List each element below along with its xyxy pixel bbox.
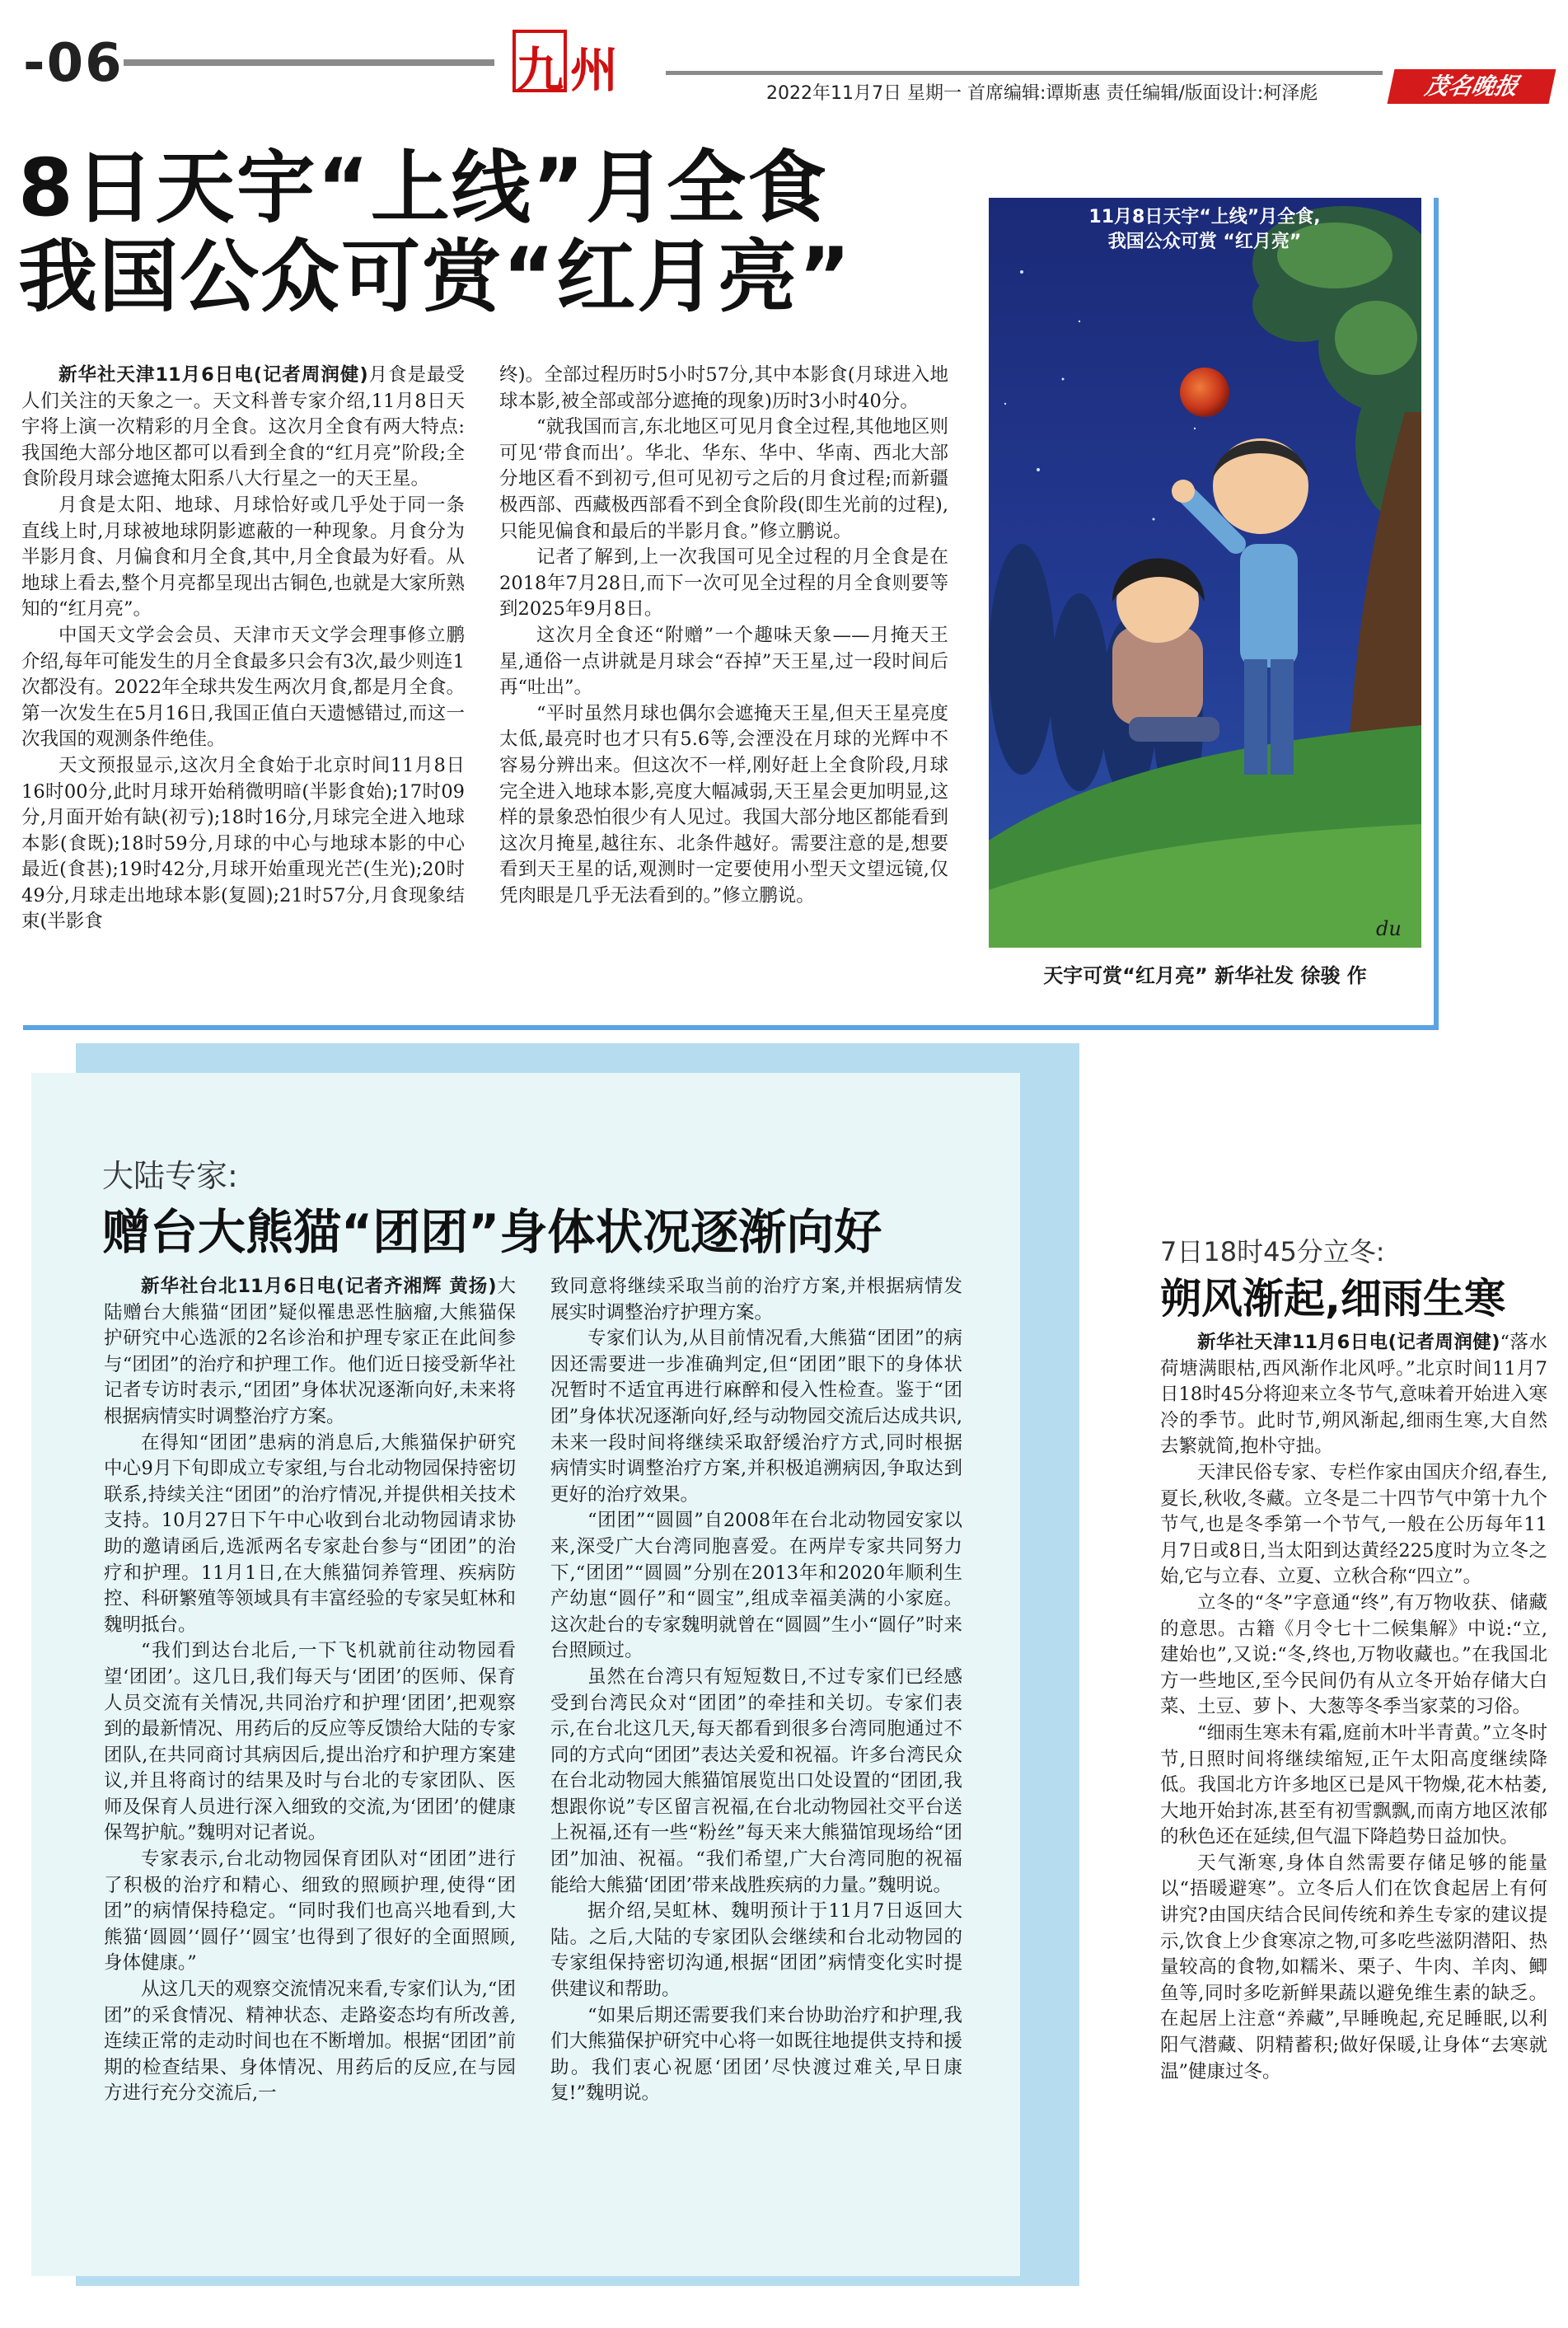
solar-para-2: 天津民俗专家、专栏作家由国庆介绍,春生,夏长,秋收,冬藏。立冬是二十四节气中第十九个节气,也是冬季第一个节气,一般在公历每年11月7日或8日,当太阳到达黄经225度时为立冬之始,它与立春、立夏、立秋合称“四立”。 xyxy=(1160,1461,1547,1588)
lead-para-5: 终)。全部过程历时5小时57分,其中本影食(月球进入地球本影,被全部或部分遮掩的现象)历时3小时40分。 xyxy=(499,364,948,412)
lead-para-4: 天文预报显示,这次月全食始于北京时间11月8日16时00分,此时月球开始稍微明暗(半影食始);17时09分,月面开始有缺(初亏);18时16分,月球完全进入地球本影(食既);18时59分,月球的中心与地球本影的中心最近(食甚);19时42分,月球开始重现光芒(生光);20时49分,月球走出地球本影(复圆);21时57分,月食现象结束(半影食 xyxy=(21,754,465,933)
lead-dateline: 新华社天津11月6日电(记者周润健) xyxy=(59,364,368,386)
solar-para-5: 天气渐寒,身体自然需要存储足够的能量以“捂暖避寒”。立冬后人们在饮食起居上有何讲究?由国庆结合民间传统和养生专家的建议提示,饮食上少食寒凉之物,可多吃些滋阴潜阳、热量较高的食物,如糯米、栗子、牛肉、羊肉、鲫鱼等,同时多吃新鲜果蔬以避免维生素的缺乏。在起居上注意“养藏”,早睡晚起,充足睡眠,以利阳气潜藏、阴精蓄积;做好保暖,让身体“去寒就温”健康过冬。 xyxy=(1160,1852,1547,2082)
panda-story-col1 xyxy=(104,1274,516,2107)
solar-para-1: 新华社天津11月6日电(记者周润健)“落水荷塘满眼枯,西风渐作北风呼。”北京时间11月7日18时45分将迎来立冬节气,意味着开始进入寒冷的季节。此时节,朔风渐起,细雨生寒,大自然去繁就简,抱朴守拙。 xyxy=(1160,1332,1547,1458)
lead-headline-line2: 我国公众可赏“红月亮” xyxy=(18,231,853,323)
lead-story-col1 xyxy=(21,363,465,935)
header-rule-right xyxy=(666,71,1383,75)
panda-para-2: 在得知“团团”患病的消息后,大熊猫保护研究中心9月下旬即成立专家组,与台北动物园保持密切联系,持续关注“团团”的治疗情况,并提供相关技术支持。10月27日下午中心收到台北动物园请求协助的邀请函后,选派两名专家赴台参与“团团”的治疗和护理。11月1日,在大熊猫饲养管理、疾病防控、科研繁殖等领域具有丰富经验的专家吴虹林和魏明抵台。 xyxy=(104,1431,516,1636)
panda-para-3: “我们到达台北后,一下飞机就前往动物园看望‘团团’。这几日,我们每天与‘团团’的医师、保育人员交流有关情况,共同治疗和护理‘团团’,把观察到的最新情况、用药后的反应等反馈给大陆的专家团队,在共同商讨其病因后,提出治疗和护理方案建议,并且将商讨的结果及时与台北的专家团队、医师及保育人员进行深入细致的交流,为‘团团’的健康保驾护航。”魏明对记者说。 xyxy=(104,1640,516,1844)
panda-headline: 赠台大熊猫“团团”身体状况逐渐向好 xyxy=(102,1204,882,1260)
lead-para-9: “平时虽然月球也偶尔会遮掩天王星,但天王星亮度太低,最亮时也才只有5.6等,会湮没在月球的光辉中不容易分辨出来。但这次不一样,刚好赶上全食阶段,月球完全进入地球本影,亮度大幅减弱,天王星会更加明显,这样的景象恐怕很少有人见过。我国大部分地区都能看到这次月掩星,越往东、北条件越好。需要注意的是,想要看到天王星的话,观测时一定要使用小型天文望远镜,仅凭肉眼是几乎无法看到的。”修立鹏说。 xyxy=(499,702,948,906)
solar-term-headline: 朔风渐起,细雨生寒 xyxy=(1160,1275,1505,1323)
lead-para-1: 新华社天津11月6日电(记者周润健)月食是最受人们关注的天象之一。天文科普专家介绍,11月8日天宇将上演一次精彩的月全食。这次月全食有两大特点:我国绝大部分地区都可以看到全食的“红月亮”阶段;全食阶段月球会遮掩太阳系八大行星之一的天王星。 xyxy=(21,364,465,490)
panda-para-5: 从这几天的观察交流情况来看,专家们认为,“团团”的采食情况、精神状态、走路姿态均有所改善,连续正常的走动时间也在不断增加。根据“团团”前期的检查结果、身体情况、用药后的反应,在与园方进行充分交流后,一 xyxy=(104,1979,516,2105)
header-rule-left xyxy=(124,59,494,66)
panda-para-1: 新华社台北11月6日电(记者齐湘辉 黄扬)大陆赠台大熊猫“团团”疑似罹患恶性脑瘤,大熊猫保护研究中心选派的2名诊治和护理专家正在此间参与“团团”的治疗和护理工作。他们近日接受新华社记者专访时表示,“团团”身体状况逐渐向好,未来将根据病情实时调整治疗方案。 xyxy=(104,1276,516,1427)
panda-dateline: 新华社台北11月6日电(记者齐湘辉 黄扬) xyxy=(141,1276,497,1297)
section-tag xyxy=(513,30,628,96)
solar-term-col xyxy=(1160,1330,1547,2085)
lead-para-7: 记者了解到,上一次我国可见全过程的月全食是在2018年7月28日,而下一次可见全过程的月全食则要等到2025年9月8日。 xyxy=(499,546,948,621)
panda-story-col2 xyxy=(550,1274,962,2107)
lead-para-3: 中国天文学会会员、天津市天文学会理事修立鹏介绍,每年可能发生的月全食最多只会有3次,最少则连1次都没有。2022年全球共发生两次月食,都是月全食。第一次发生在5月16日,我国正值白天遗憾错过,而这一次我国的观测条件绝佳。 xyxy=(21,624,465,751)
solar-dateline: 新华社天津11月6日电(记者周润健) xyxy=(1197,1332,1500,1353)
illus-signature: du xyxy=(1376,917,1402,940)
panda-para-8: “团团”“圆圆”自2008年在台北动物园安家以来,深受广大台湾同胞喜爱。在两岸专家共同努力下,“团团”“圆圆”分别在2013年和2020年顺利生产幼崽“圆仔”和“圆宝”,组成幸福美满的小家庭。这次赴台的专家魏明就曾在“圆圆”生小“圆仔”时来台照顾过。 xyxy=(550,1510,962,1662)
panda-para-4: 专家表示,台北动物园保育团队对“团团”进行了积极的治疗和精心、细致的照顾护理,使得“团团”的病情保持稳定。“同时我们也高兴地看到,大熊猫‘圆圆’‘圆仔’‘圆宝’也得到了很好的全面照顾,身体健康。” xyxy=(104,1848,516,1974)
lead-para-2: 月食是太阳、地球、月球恰好或几乎处于同一条直线上时,月球被地球阴影遮蔽的一种现象。月食分为半影月食、月偏食和月全食,其中,月全食最为好看。从地球上看去,整个月亮都呈现出古铜色,也就是大家所熟知的“红月亮”。 xyxy=(21,494,465,621)
panda-kicker: 大陆专家: xyxy=(102,1158,238,1194)
panda-para-7: 专家们认为,从目前情况看,大熊猫“团团”的病因还需要进一步准确判定,但“团团”眼下的身体状况暂时不适宜再进行麻醉和侵入性检查。鉴于“团团”身体状况逐渐向好,经与动物园交流后达成共识,未来一段时间将继续采取舒缓治疗方式,同时根据病情实时调整治疗方案,并积极追溯病因,争取达到更好的治疗效果。 xyxy=(550,1328,962,1506)
panda-para-10: 据介绍,吴虹林、魏明预计于11月7日返回大陆。之后,大陆的专家团队会继续和台北动物园的专家组保持密切沟通,根据“团团”病情变化实时提供建议和帮助。 xyxy=(550,1900,962,2001)
illus-overlay-line2: 我国公众可赏 “红月亮” xyxy=(1107,232,1302,252)
solar-para-3: 立冬的“冬”字意通“终”,有万物收获、储藏的意思。古籍《月令七十二候集解》中说:“立,建始也”,又说:“冬,终也,万物收藏也。”在我国北方一些地区,至今民间仍有从立冬开始存储大白菜、土豆、萝卜、大葱等冬季当家菜的习俗。 xyxy=(1160,1591,1547,1718)
panda-para-9: 虽然在台湾只有短短数日,不过专家们已经感受到台湾民众对“团团”的牵挂和关切。专家们表示,在台北这几天,每天都看到很多台湾同胞通过不同的方式向“团团”表达关爱和祝福。许多台湾民众在台北动物园大熊猫馆展览出口处设置的“团团,我想跟你说”专区留言祝福,在台北动物园社交平台送上祝福,还有一些“粉丝”每天来大熊猫馆现场给“团团”加油、祝福。“我们希望,广大台湾同胞的祝福能给大熊猫‘团团’带来战胜疾病的力量。”魏明说。 xyxy=(550,1665,962,1896)
page-dateline: 2022年11月7日 星期一 首席编辑:谭斯惠 责任编辑/版面设计:柯泽彪 xyxy=(766,83,1318,104)
solar-para-4: “细雨生寒未有霜,庭前木叶半青黄。”立冬时节,日照时间将继续缩短,正午太阳高度继续降低。我国北方许多地区已是风干物燥,花木枯萎,大地开始封冻,甚至有初雪飘飘,而南方地区浓郁的秋色还在延续,但气温下降趋势日益加快。 xyxy=(1160,1721,1547,1848)
section-tag-char-2: 州 xyxy=(570,42,619,98)
solar-term-kicker: 7日18时45分立冬: xyxy=(1160,1236,1385,1267)
newspaper-logo: 茂名晚报 xyxy=(1388,69,1556,104)
illus-overlay-line1: 11月8日天宇“上线”月全食, xyxy=(1088,207,1321,227)
lunar-eclipse-illustration xyxy=(989,198,1421,948)
lead-story-col2 xyxy=(499,363,948,909)
lead-para-8: 这次月全食还“附赠”一个趣味天象——月掩天王星,通俗一点讲就是月球会“吞掉”天王星,过一段时间后再“吐出”。 xyxy=(499,624,948,699)
page-number: -06 xyxy=(23,33,124,94)
lead-headline-line1: 8日天宇“上线”月全食 xyxy=(18,142,828,234)
illustration-caption: 天宇可赏“红月亮” 新华社发 徐骏 作 xyxy=(1043,964,1367,987)
red-moon xyxy=(1180,368,1229,417)
section-tag-char-1: 九 xyxy=(516,42,564,98)
lead-para-6: “就我国而言,东北地区可见月食全过程,其他地区则可见‘带食而出’。华北、华东、华中、华南、西北大部分地区看不到初亏,但可见初亏之后的月食过程;而新疆极西部、西藏极西部看不到全食阶段(即生光前的过程),只能见偏食和最后的半影月食。”修立鹏说。 xyxy=(499,416,948,542)
panda-para-11: “如果后期还需要我们来台协助治疗和护理,我们大熊猫保护研究中心将一如既往地提供支持和援助。我们衷心祝愿‘团团’尽快渡过难关,早日康复!”魏明说。 xyxy=(550,2004,962,2105)
panda-para-6: 致同意将继续采取当前的治疗方案,并根据病情发展实时调整治疗护理方案。 xyxy=(550,1276,962,1323)
